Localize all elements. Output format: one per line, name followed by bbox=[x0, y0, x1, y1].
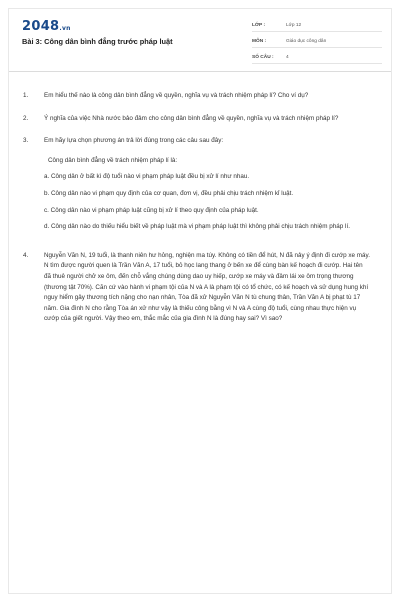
answer-option-b: b. Công dân nào vi phạm quy định của cơ quan, đơn vị, đều phải chịu trách nhiệm kỉ luật. bbox=[44, 189, 294, 197]
logo-tld: .vn bbox=[59, 25, 71, 32]
worksheet-header bbox=[9, 9, 391, 72]
question-text: Em hãy lựa chọn phương án trả lời đúng trong các câu sau đây: bbox=[44, 137, 224, 145]
meta-label: SỐ CÂU : bbox=[252, 54, 274, 60]
answer-option-d: d. Công dân nào do thiếu hiểu biết về pháp luật mà vi phạm pháp luật thì không phải chịu trách nhiệm pháp lí. bbox=[44, 223, 350, 231]
meta-label: LỚP : bbox=[252, 22, 266, 28]
lesson-title: Bài 3: Công dân bình đẳng trước pháp luật bbox=[22, 37, 173, 46]
meta-value: Lớp 12 bbox=[286, 22, 302, 28]
site-logo[interactable] bbox=[22, 19, 71, 34]
question-number: 1. bbox=[23, 92, 29, 99]
answer-option-a: a. Công dân ở bất kì độ tuổi nào vi phạm pháp luật đều bị xử lí như nhau. bbox=[44, 173, 250, 181]
question-text: Em hiểu thế nào là công dân bình đẳng về quyền, nghĩa vụ và trách nhiệm pháp lí? Cho ví dụ? bbox=[44, 92, 309, 99]
meta-table bbox=[252, 19, 382, 67]
question-2 bbox=[23, 114, 371, 125]
meta-value: 4 bbox=[286, 54, 289, 60]
question-4 bbox=[23, 251, 371, 325]
question-number: 4. bbox=[23, 251, 29, 259]
meta-row-class bbox=[252, 19, 382, 32]
meta-label: MÔN : bbox=[252, 38, 267, 44]
question-number: 3. bbox=[23, 137, 29, 145]
question-text: Ý nghĩa của việc Nhà nước bảo đảm cho công dân bình đẳng về quyền, nghĩa vụ và trách nhiệm pháp lí? bbox=[44, 114, 339, 122]
question-number: 2. bbox=[23, 114, 29, 122]
question-list bbox=[9, 91, 393, 325]
question-1 bbox=[23, 91, 371, 102]
answer-option-c: c. Công dân nào vi phạm pháp luật cũng bị xử lí theo quy định của pháp luật. bbox=[44, 206, 259, 214]
worksheet-page bbox=[8, 8, 392, 594]
question-text: Nguyễn Văn N, 19 tuổi, là thanh niên hư hỏng, nghiện ma túy. Không có tiền để hút, N đã nảy ý định đi cướp xe máy. N tìm được người quen là Trần Văn A, 17 tuổi, bỏ học lang thang ở bến xe để cùng bàn kế hoạch đi cướp. Hai tên đã thuê người chở xe ôm, đến chỗ vắng chúng dùng dao uy hiếp, cướp xe máy và đâm lái xe ôm trọng thương (thương tật 70%). Căn cứ vào hành vi phạm tội của N và A là phạm tội có tổ chức, có kế hoạch và sử dụng hung khí nguy hiểm gây thương tích nặng cho nạn nhân, Tòa đã xử Nguyễn Văn N tù chung thân, Trần Văn A bị phạt tù 17 năm. Gia đình N cho rằng Tòa án xử như vậy là thiếu công bằng vì N và A cùng độ tuổi, cùng nhau thực hiện vụ cướp của giết người. Vậy theo em, thắc mắc của gia đình N là đúng hay sai? Vì sao? bbox=[44, 251, 370, 323]
meta-row-subject bbox=[252, 35, 382, 48]
meta-row-count bbox=[252, 51, 382, 64]
meta-value: Giáo dục công dân bbox=[286, 38, 327, 44]
question-stem: Công dân bình đẳng về trách nhiệm pháp lí là: bbox=[48, 156, 178, 164]
question-3 bbox=[23, 136, 371, 233]
logo-main: 2048 bbox=[22, 19, 60, 34]
